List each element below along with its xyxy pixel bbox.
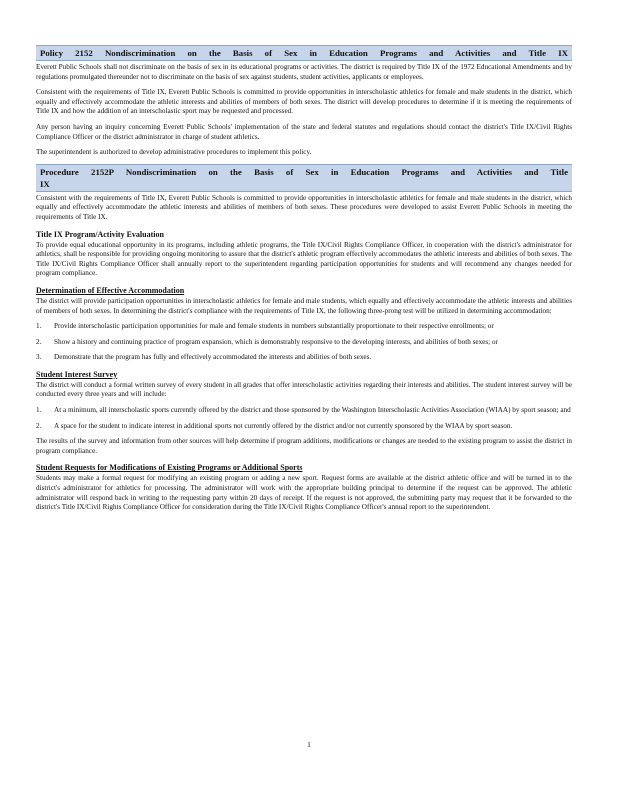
list-item [36,322,572,332]
policy-paragraph: Everett Public Schools shall not discriminate on the basis of sex in its educational programs or activities. The district is required by Title IX of the 1972 Educational Amendments and by regulations promulgated thereunder not to discriminate on the basis of sex against students, student activities, applicants or employees. [36,63,572,81]
heading-text: Student Interest Survey [36,369,118,379]
list-item [36,353,572,363]
list-text: Demonstrate that the program has fully and effectively accommodated the interests and abilities of both sexes. [54,353,372,362]
list-item [36,422,572,432]
list-number: 1. [36,406,42,415]
section-heading-survey [36,369,572,380]
policy-paragraph: The superintendent is authorized to develop administrative procedures to implement this policy. [36,148,312,157]
list-text: Provide interscholastic participation opportunities for male and female students in numbers substantially proportionate to their respective enrollments; or [54,322,494,331]
policy-title-banner: Policy 2152 Nondiscrimination on the Basis of Sex in Education Programs and Activities and Title IX [36,45,572,61]
procedure-title-line2: IX [40,178,50,189]
section-heading-requests [36,462,572,473]
list-number: 2. [36,337,42,346]
list-number: 3. [36,353,42,362]
procedure-title-banner [36,164,572,192]
document-content [36,45,572,519]
heading-text: Determination of Effective Accommodation [36,285,185,295]
procedure-intro: Consistent with the requirements of Title IX, Everett Public Schools is committed to provide opportunities in interscholastic athletics for female and male students in the district, which equally and effectively accommodate the athletic interests and abilities of members of both sexes. These procedures were developed to assist Everett Public Schools in meeting the requirements of Title IX. [36,193,572,221]
accommodation-text: The district will provide participation opportunities in interscholastic athletics for female and male students, which equally and effectively accommodate the athletic interests and abilities of members of both sexes. In determining the district's compliance with the requirements of Title IX, the following three-prong test will be utilized in determining accommodation: [36,296,572,315]
survey-text: The district will conduct a formal written survey of every student in all grades that offer interscholastic activities regarding their interests and abilities. The student interest survey will be conducted every three years and will include: [36,380,572,399]
policy-paragraph: Consistent with the requirements of Title IX, Everett Public Schools is committed to provide opportunities in interscholastic athletics for female and male students in the district, which equally and effectively accommodate the athletic interests and abilities of members of both sexes. The district will develop procedures to determine if it is meeting the requirements of Title IX and how the addition of an interscholastic sport may be requested and processed. [36,88,572,116]
evaluation-text: To provide equal educational opportunity in its programs, including athletic programs, the Title IX/Civil Rights Compliance Officer, in cooperation with the district's administrator for athletics, shall be responsible for providing ongoing monitoring to assure that the district's athletic program effectively accommodates the athletic interests and abilities of both sexes. The Title IX/Civil Rights Compliance Officer shall annually report to the superintendent regarding participation opportunities for students and will recommend any changes needed for program compliance. [36,240,572,278]
list-number: 1. [36,322,42,331]
page-number: 1 [307,740,311,749]
policy-paragraph: Any person having an inquiry concerning Everett Public Schools' implementation of the state and federal statutes and regulations should contact the district's Title IX/Civil Rights Compliance Officer or the district administrator in charge of student athletics. [36,122,572,141]
list-text: At a minimum, all interscholastic sports currently offered by the district and those sponsored by the Washington Interscholastic Activities Association (WIAA) by sport season; and [54,406,571,415]
procedure-title-line1: Procedure 2152P Nondiscrimination on the Basis of Sex in Education Programs and Activities and Title [40,166,568,177]
list-text: A space for the student to indicate interest in additional sports not currently offered by the district and/or not currently sponsored by the WIAA by sport season. [54,421,513,430]
list-item [36,406,572,416]
heading-text: Student Requests for Modifications of Existing Programs or Additional Sports [36,463,303,473]
section-heading-accommodation [36,285,572,296]
list-text: Show a history and continuing practice of program expansion, which is demonstrably responsive to the developing interests, and abilities of both sexes; or [54,337,498,346]
requests-text: Students may make a formal request for modifying an existing program or adding a new sport. Request forms are available at the district athletic office and will be turned in to the district's administrator for athletics for processing. The administrator will work with the appropriate building principal to determine if the request can be approved. The athletic administrator will respond back in writing to the requesting party within 20 days of receipt. If the request is not approved, the submitting party may request that it be forwarded to the district's Title IX/Civil Rights Compliance Officer for consideration during the Title IX/Civil Rights Compliance Officer's annual report to the superintendent. [36,474,572,512]
list-number: 2. [36,421,42,430]
section-heading-evaluation: Title IX Program/Activity Evaluation [36,229,164,239]
list-item [36,338,572,348]
survey-closing: The results of the survey and information from other sources will help determine if program additions, modifications or changes are needed to the existing program to assist the district in program compliance. [36,437,572,455]
